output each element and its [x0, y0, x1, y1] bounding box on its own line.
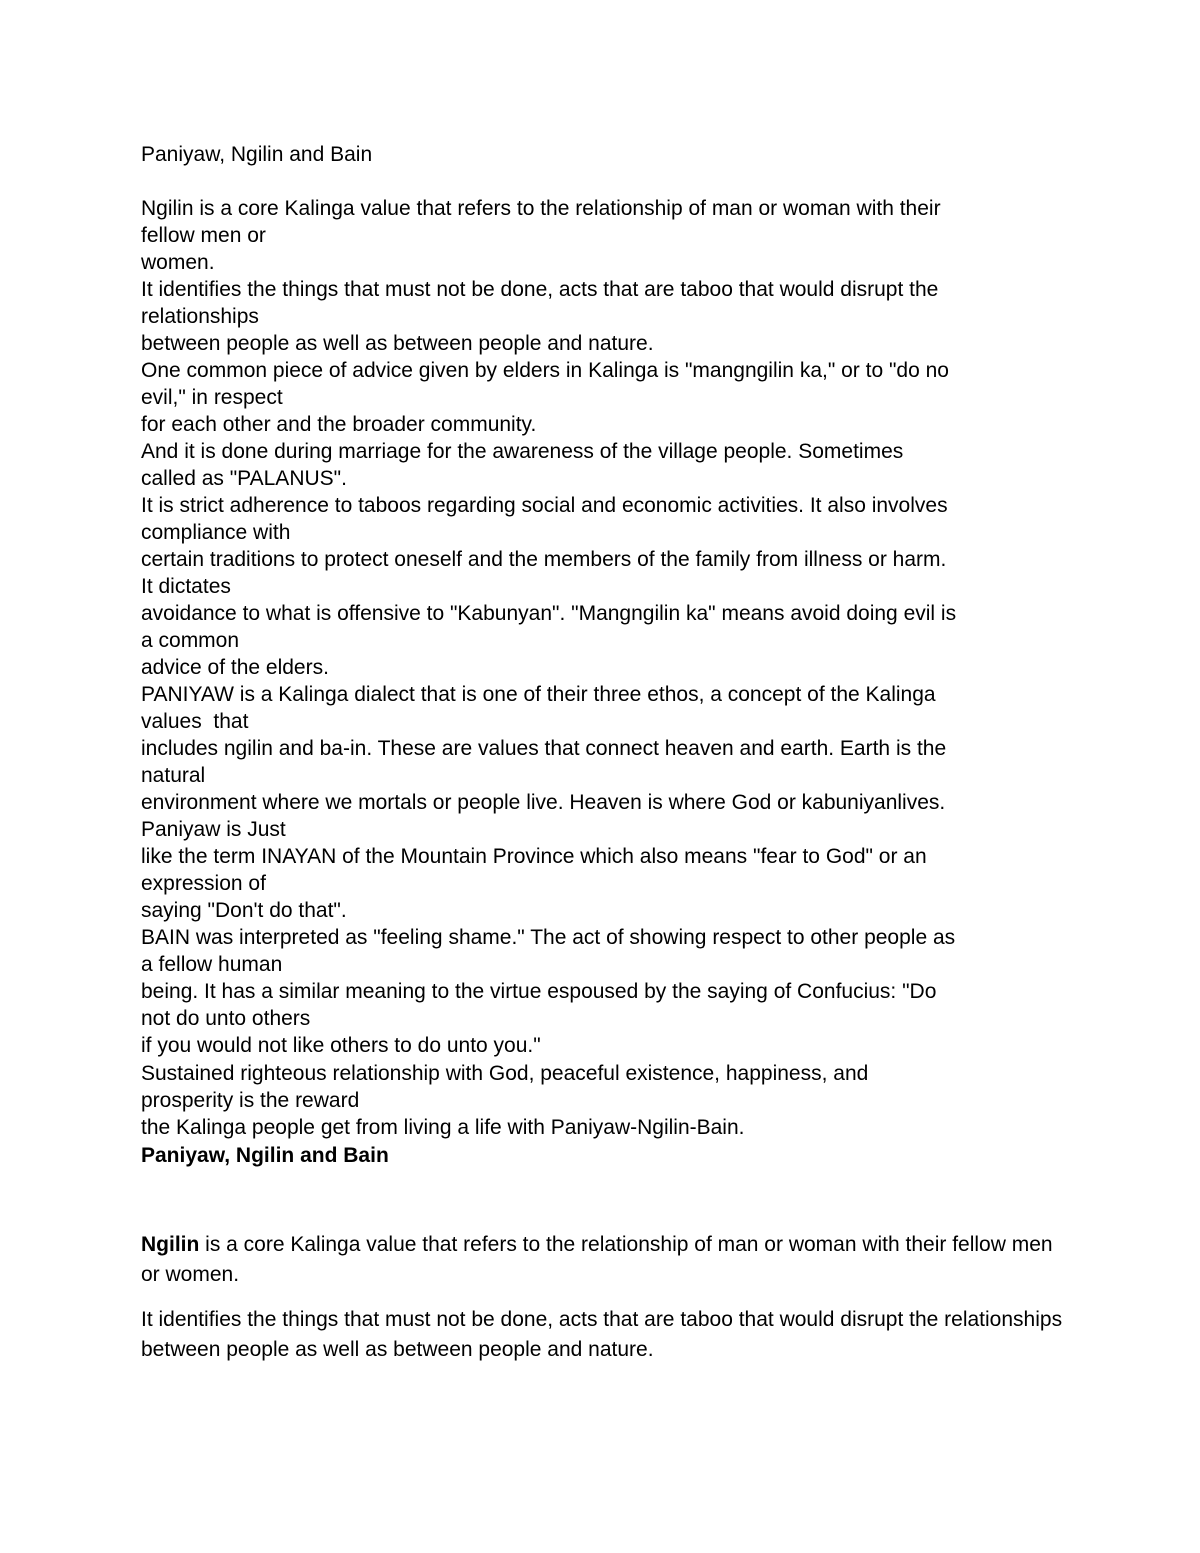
section-heading: Paniyaw, Ngilin and Bain [141, 1144, 389, 1167]
text-line: It identifies the things that must not be done, acts that are taboo that would disrupt the [141, 278, 939, 301]
text-line: expression of [141, 872, 266, 895]
paragraph-ngilin [141, 1230, 1071, 1290]
text-line: It is strict adherence to taboos regarding social and economic activities. It also involves [141, 494, 948, 517]
text-line: a fellow human [141, 953, 283, 976]
text-line: It dictates [141, 575, 231, 598]
paragraph-taboo: It identifies the things that must not be done, acts that are taboo that would disrupt the relationships between people as well as between people and nature. [141, 1308, 1063, 1361]
text-line: avoidance to what is offensive to "Kabunyan". "Mangngilin ka" means avoid doing evil is [141, 602, 957, 625]
text-line: Sustained righteous relationship with God, peaceful existence, happiness, and [141, 1062, 869, 1085]
text-line: Paniyaw is Just [141, 818, 286, 841]
text-line: PANIYAW is a Kalinga dialect that is one of their three ethos, a concept of the Kalinga [141, 683, 936, 706]
document-title: Paniyaw, Ngilin and Bain [141, 143, 373, 166]
text-line: the Kalinga people get from living a life with Paniyaw-Ngilin-Bain. [141, 1116, 745, 1139]
text-line: advice of the elders. [141, 656, 329, 679]
text-line: women. [141, 251, 215, 274]
text-line: One common piece of advice given by elders in Kalinga is "mangngilin ka," or to "do no [141, 359, 949, 382]
text-line: natural [141, 764, 206, 787]
text-line: BAIN was interpreted as "feeling shame." The act of showing respect to other people as [141, 926, 956, 949]
text-line: fellow men or [141, 224, 266, 247]
ngilin-term: Ngilin [141, 1233, 200, 1256]
text-line: relationships [141, 305, 259, 328]
text-line: environment where we mortals or people live. Heaven is where God or kabuniyanlives. [141, 791, 946, 814]
text-line: certain traditions to protect oneself and the members of the family from illness or harm. [141, 548, 947, 571]
text-line: Ngilin is a core Kalinga value that refers to the relationship of man or woman with their [141, 197, 941, 220]
text-line: saying "Don't do that". [141, 899, 347, 922]
text-line: if you would not like others to do unto you." [141, 1034, 541, 1057]
paragraph-ngilin-text: is a core Kalinga value that refers to the relationship of man or woman with their fellow men or women. [141, 1233, 1053, 1286]
text-line: compliance with [141, 521, 291, 544]
text-line: evil," in respect [141, 386, 283, 409]
text-line: called as "PALANUS". [141, 467, 347, 490]
text-line: for each other and the broader community. [141, 413, 537, 436]
text-line: being. It has a similar meaning to the virtue espoused by the saying of Confucius: "Do [141, 980, 937, 1003]
text-line: includes ngilin and ba-in. These are values that connect heaven and earth. Earth is the [141, 737, 947, 760]
text-line: And it is done during marriage for the awareness of the village people. Sometimes [141, 440, 904, 463]
text-line: between people as well as between people and nature. [141, 332, 654, 355]
text-line: like the term INAYAN of the Mountain Province which also means "fear to God" or an [141, 845, 927, 868]
text-line: a common [141, 629, 240, 652]
text-line: prosperity is the reward [141, 1089, 360, 1112]
text-line: values that [141, 710, 249, 733]
text-line: not do unto others [141, 1007, 311, 1030]
